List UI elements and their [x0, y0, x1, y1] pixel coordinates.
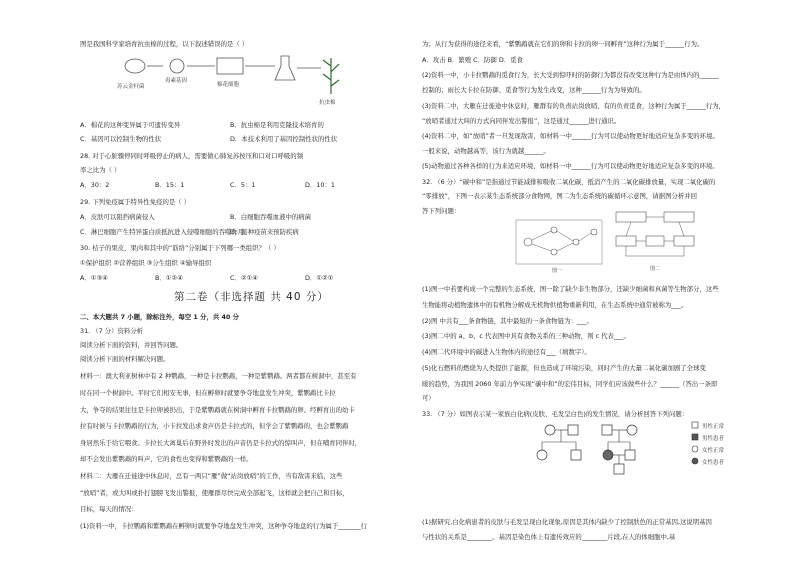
q32-heading: 32. （6 分）“碳中和”是指通过节能减排和吸收二氧化碳，抵消产生的二氧化碳排放量，实现二氧化碳的 — [422, 178, 716, 186]
q29-question: 29. 下列免疫属于特异性免疫的是（ ） — [80, 198, 191, 206]
q33-heading: 33. （7 分）如图表示某一家族白化病(皮肤、毛发呈白色)的发生情况，请分析回答下列问题： — [422, 410, 689, 418]
q31-line: 时在同一个树洞中。平时它们相安无事，但在孵卵时就要争夺地盘发生冲突，紫鹦鹉比卡拉 — [80, 389, 336, 397]
q31-line: 大，争夺的结果往往是卡拉卵被扔出，于是紫鹦鹉就在树洞中孵育卡拉鹦鹉的卵。经孵育出的幼卡 — [80, 406, 355, 414]
female-normal-icon — [627, 425, 637, 435]
q27-options-row2 — [80, 135, 380, 143]
q27-option-b: B．抗虫棉是利用克隆技术培育的 — [230, 121, 324, 129]
male-normal-icon — [625, 450, 635, 460]
part2-instructions: 二、本大题共 7 小题，除标注外，每空 1 分，共 40 分 — [80, 313, 239, 321]
flask-icon — [275, 56, 295, 80]
q33-question1: (1)据研究,白化病患者的皮肤与毛发呈现白化现象,原因是其体内缺少了控制肤色的正常基因,这说明基因 — [422, 518, 712, 526]
q32-question: (1)图一中若要构成一个完整的生态系统，图一除了缺少非生物部分，还缺少细菌和真菌等生物部分，这些 — [422, 285, 719, 293]
plasmid-icon — [170, 59, 184, 73]
q31-line: 材料二：大雁在迁徙途中休息时，总有一两只“雁”做“站岗放哨”的工作，当有敌害来临，这些 — [80, 472, 343, 480]
q30-option-a: A．①③④ — [80, 274, 108, 282]
q31-cont-line: (4)资料二中，如“放哨”者一旦发现敌害，如材料一中______行为可以使动物更好地适应复杂多变的环境。 — [422, 132, 719, 140]
q27-option-c: C．基因可以控制生物的性状 — [80, 135, 162, 143]
label-cell: 棉花细胞 — [217, 82, 240, 88]
q29-option-b: B．白细胞吞噬血液中的病菌 — [230, 213, 312, 221]
q27-options-row1 — [80, 121, 380, 129]
q27-option-a: A．棉花的这种变异属于可遗传变异 — [80, 121, 181, 129]
q29-options-row1 — [80, 213, 380, 221]
legend-item: 男性患者 — [702, 436, 725, 442]
q28-option-b: B．15：1 — [155, 181, 185, 189]
male-unknown-icon — [614, 464, 624, 474]
q30-sub: ①保护组织 ②营养组织 ③分生组织 ④输导组织 — [80, 259, 212, 267]
cell-icon — [217, 58, 243, 74]
q30-options — [80, 274, 380, 282]
q28-line2: 率之比为（ ） — [80, 166, 121, 174]
q30-option-c: C．②①④ — [230, 274, 259, 282]
q32-question: 暖的趋势，为我国 2060 年前力争实现“碳中和”的宏伟目标，同学们应该做些什么？______（答出一条即 — [422, 380, 718, 388]
q29-options-row2 — [80, 228, 380, 236]
q31-line: 材料一：澳大利亚树林中有 2 种鹦鹉，一种是卡拉鹦鹉，一种是紫鹦鹉。两者都在树洞中，甚至有 — [80, 372, 357, 380]
legend-male-normal-icon — [692, 422, 698, 428]
q31-cont-line: A．攻击 B．繁殖 C．防御 D．觅食 — [422, 56, 523, 64]
part2-title: 第二卷（非选择题 共 40 分） — [174, 291, 329, 303]
carbon-cycle-figure — [612, 208, 702, 274]
female-normal-icon — [545, 425, 555, 435]
q27-option-d: D．本技术利用了基因控制性状的性状 — [230, 135, 338, 143]
male-normal-icon — [568, 425, 578, 435]
q31-line: 阅读分析下面的材料解决问题。 — [80, 355, 170, 363]
fig2-label: 图二 — [650, 266, 661, 272]
legend-female-patient-icon — [692, 458, 698, 464]
legend-female-normal-icon — [692, 446, 698, 452]
q31-cont-line: 一般来说，动物越高等，该行为就越______。 — [422, 147, 550, 155]
q32-question: (5)化石燃料的燃烧为人类提供了能源，但也造成了环境污染，同时产生的大量二氧化碳加剧了全球变 — [422, 364, 706, 372]
q32-question: 可） — [422, 394, 435, 402]
q31-cont-line: (2)资料一中，小卡拉鹦鹉的觅食行为，长大受到惊吓时的防御行为都没有改变这种行为是由体内的______ — [422, 71, 719, 79]
q31-cont-line: “放哨者通过大叫的方式向同伴发出警报”，这是通过______进行通讯。 — [422, 117, 621, 125]
legend-item: 女性正常 — [702, 448, 725, 454]
q33-question1-cont: 与性状的关系是________。基因是染色体上有遗传效应的________片段,在人的体细胞中,基 — [422, 533, 676, 541]
q32-question: (3)图二中的 a、b、c 代表图中具有食物关系的三种动物，则 c 代表___。 — [422, 332, 630, 340]
q28-line1: 28. 对于心脏骤停同时呼吸停止的病人，需要做心肺复苏按压和口对口呼吸的频 — [80, 152, 304, 160]
q31-cont-line: (3)资料二中，大雁在迁徙途中休息时，雁群有的负责站岗放哨，有的负责觅食，这种行为属于______行为， — [422, 102, 726, 110]
male-normal-icon — [571, 450, 581, 460]
legend-male-patient-icon — [692, 434, 698, 440]
q31-line: 阅读分析下面的资料，并回答问题。 — [80, 341, 183, 349]
q31-line: 目标，每天的情况： — [80, 505, 138, 513]
q31-line: (1)资料一中，卡拉鹦鹉和紫鹦鹉在孵卵时就要争夺地盘发生冲突，这种争夺地盘的行为属于_______行 — [80, 522, 368, 530]
q31-line: “放哨”者，或大叫或扑打翅膀飞发出警报，使雁群尽快完成全部起飞，这样就会把自己和目标， — [80, 489, 349, 497]
q31-cont-line: 为；从行为获得的途径来看，“紫鹦鹉就在它们的卵和卡拉的卵一同孵育”这种行为属于______行为。 — [422, 40, 704, 48]
q31-cont-line: (5)动物通过各种各样的行为来适应环境，如材料一中______行为可以使动物更好地适应复杂多变的环境。 — [422, 162, 719, 170]
cotton-plant-icon — [323, 58, 339, 94]
male-normal-icon — [602, 425, 612, 435]
q28-options — [80, 181, 380, 189]
legend-item: 男性正常 — [702, 424, 725, 430]
q29-option-c: C．淋巴细胞产生特异蛋白质抵抗进入侵噬细胞的吞噬作用 — [80, 228, 245, 236]
pedigree-legend — [690, 420, 760, 470]
q29-option-a: A．皮肤可以阻挡病菌侵入 — [80, 213, 155, 221]
q29-option-d: D．接种疫苗来预防疾病 — [230, 228, 299, 236]
bacterium-icon — [125, 59, 145, 73]
q28-option-a: A．30：2 — [80, 181, 110, 189]
q30-option-d: D．①②① — [305, 274, 334, 282]
label-gene: 毒素基因 — [165, 78, 188, 84]
q30-question: 30. 桔子的果皮，果肉和其中的“筋络”分别属于下列哪一类组织？（ ） — [80, 244, 280, 252]
female-normal-icon — [537, 450, 547, 460]
q31-line: 身居然乐于给它喂食。卡拉长大离巢后在野外时发出的声音仍是卡拉式的惊叫声，但在哺育同伴时， — [80, 439, 362, 447]
label-gene-source: 苏云金杆菌 — [117, 84, 145, 90]
q32-line: “零排放”，下图一表示某生态系统部分食物网，图二为生态系统的碳循环示意图，请据图分析并回 — [422, 192, 698, 200]
fig1-label: 图一 — [552, 268, 563, 274]
producer-icon — [524, 238, 532, 246]
female-patient-icon — [603, 450, 613, 460]
q31-heading: 31. （7 分）资料分析 — [80, 327, 144, 335]
right-column — [422, 0, 762, 566]
label-plant: 抗虫棉 — [319, 100, 336, 106]
q28-option-c: C．5：1 — [230, 181, 256, 189]
q27-intro: 图是我国科学家培育抗虫棉的过程，以下叙述错误的是（ ） — [80, 40, 249, 48]
q31-cont-line: 控制的；雨长大卡拉在防御、觅食等行为发生改变，这种______行为为导致的。 — [422, 86, 646, 94]
left-column — [80, 0, 398, 566]
q31-line: 拉有时候与卡拉鹦鹉的行为，小卡拉发出求食声仍是卡拉式的，但学会了紫鹦鹉的，也会紫鹦鹉 — [80, 422, 349, 430]
q30-option-b: B．①②④ — [155, 274, 183, 282]
gene-transfer-diagram — [105, 52, 395, 114]
legend-item: 女性患者 — [702, 460, 725, 466]
q32-question: 生物能将动植物遗体中的有机物分解成无机物供植物重新利用，在生态系统中通常被称为___。 — [422, 301, 688, 309]
food-web-figure — [514, 218, 604, 274]
q28-option-d: D．10：1 — [305, 181, 335, 189]
q32-question: (4)图二代环境中的碳进入生物体内的途径有___（填数字）。 — [422, 348, 591, 356]
pedigree-chart — [530, 420, 670, 478]
q32-question: (2)图 中共有___条食物链，其中最短的一条食物链为：___。 — [422, 317, 593, 325]
q31-line: 却不会发出紫鹦鹉的叫声，它的食性也变得和紫鹦鹉的一样。 — [80, 455, 253, 463]
q32-line: 答下列问题： — [422, 207, 461, 215]
